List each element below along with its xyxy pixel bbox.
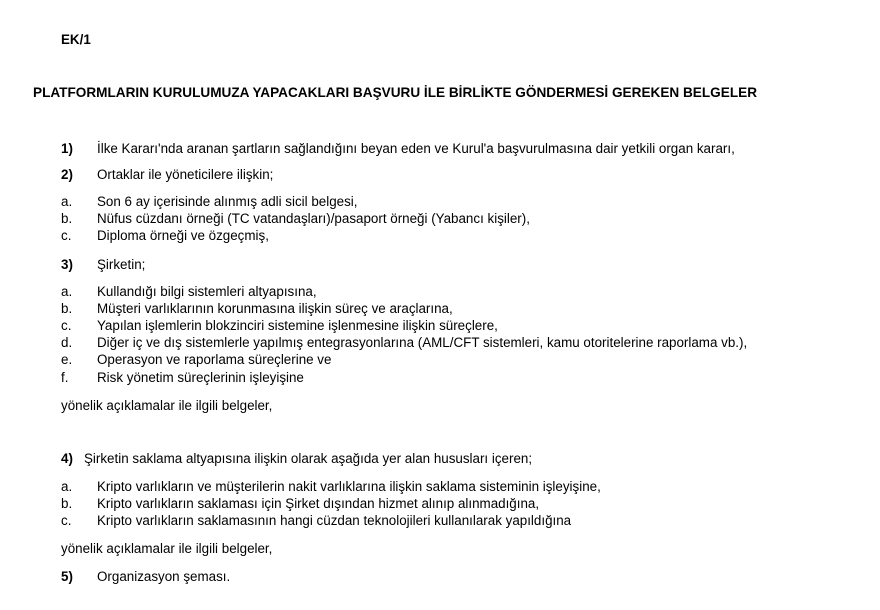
- item-1-number: 1): [61, 141, 73, 156]
- item-2a-text: Son 6 ay içerisinde alınmış adli sicil belgesi,: [97, 194, 358, 209]
- item-4a-letter: a.: [61, 479, 73, 494]
- item-3d-letter: d.: [61, 335, 73, 350]
- item-3c-text: Yapılan işlemlerin blokzinciri sistemine işlenmesine ilişkin süreçlere,: [97, 318, 498, 333]
- item-4b-letter: b.: [61, 496, 73, 511]
- item-3b-letter: b.: [61, 301, 73, 316]
- item-4c-text: Kripto varlıkların saklamasının hangi cüzdan teknolojileri kullanılarak yapıldığına: [97, 513, 572, 528]
- annex-label: EK/1: [61, 32, 91, 47]
- item-4c-letter: c.: [61, 513, 72, 528]
- item-3a-letter: a.: [61, 284, 73, 299]
- item-3b-text: Müşteri varlıklarının korunmasına ilişkin süreç ve araçlarına,: [97, 301, 453, 316]
- item-4-number: 4): [61, 451, 73, 466]
- item-4-text: Şirketin saklama altyapısına ilişkin olarak aşağıda yer alan hususları içeren;: [84, 451, 533, 466]
- item-2c-letter: c.: [61, 228, 72, 243]
- item-2-number: 2): [61, 167, 73, 182]
- item-3-text: Şirketin;: [97, 257, 146, 272]
- item-3d-text: Diğer iç ve dış sistemlerle yapılmış entegrasyonlarına (AML/CFT sistemleri, kamu otoritelerine raporlama vb.),: [97, 335, 748, 350]
- item-3-number: 3): [61, 257, 73, 272]
- item-3e-letter: e.: [61, 352, 73, 367]
- item-3-closing: yönelik açıklamalar ile ilgili belgeler,: [61, 398, 273, 413]
- item-4-closing: yönelik açıklamalar ile ilgili belgeler,: [61, 541, 273, 556]
- item-2b-letter: b.: [61, 211, 73, 226]
- item-4a-text: Kripto varlıkların ve müşterilerin nakit varlıklarına ilişkin saklama sisteminin işleyişine,: [97, 479, 601, 494]
- item-2-text: Ortaklar ile yöneticilere ilişkin;: [97, 167, 274, 182]
- item-2c-text: Diploma örneği ve özgeçmiş,: [97, 228, 269, 243]
- item-5-number: 5): [61, 569, 73, 584]
- item-3c-letter: c.: [61, 318, 72, 333]
- item-5-text: Organizasyon şeması.: [97, 569, 231, 584]
- item-1-text: İlke Kararı'nda aranan şartların sağlandığını beyan eden ve Kurul'a başvurulmasına dair yetkili organ kararı,: [97, 141, 735, 156]
- item-2b-text: Nüfus cüzdanı örneği (TC vatandaşları)/pasaport örneği (Yabancı kişiler),: [97, 211, 530, 226]
- item-2a-letter: a.: [61, 194, 73, 209]
- document-title: PLATFORMLARIN KURULUMUZA YAPACAKLARI BAŞVURU İLE BİRLİKTE GÖNDERMESİ GEREKEN BELGELER: [33, 85, 758, 100]
- item-3f-text: Risk yönetim süreçlerinin işleyişine: [97, 370, 304, 385]
- item-3a-text: Kullandığı bilgi sistemleri altyapısına,: [97, 284, 317, 299]
- item-3e-text: Operasyon ve raporlama süreçlerine ve: [97, 352, 332, 367]
- item-3f-letter: f.: [61, 370, 69, 385]
- item-4b-text: Kripto varlıkların saklaması için Şirket dışından hizmet alınıp alınmadığına,: [97, 496, 540, 511]
